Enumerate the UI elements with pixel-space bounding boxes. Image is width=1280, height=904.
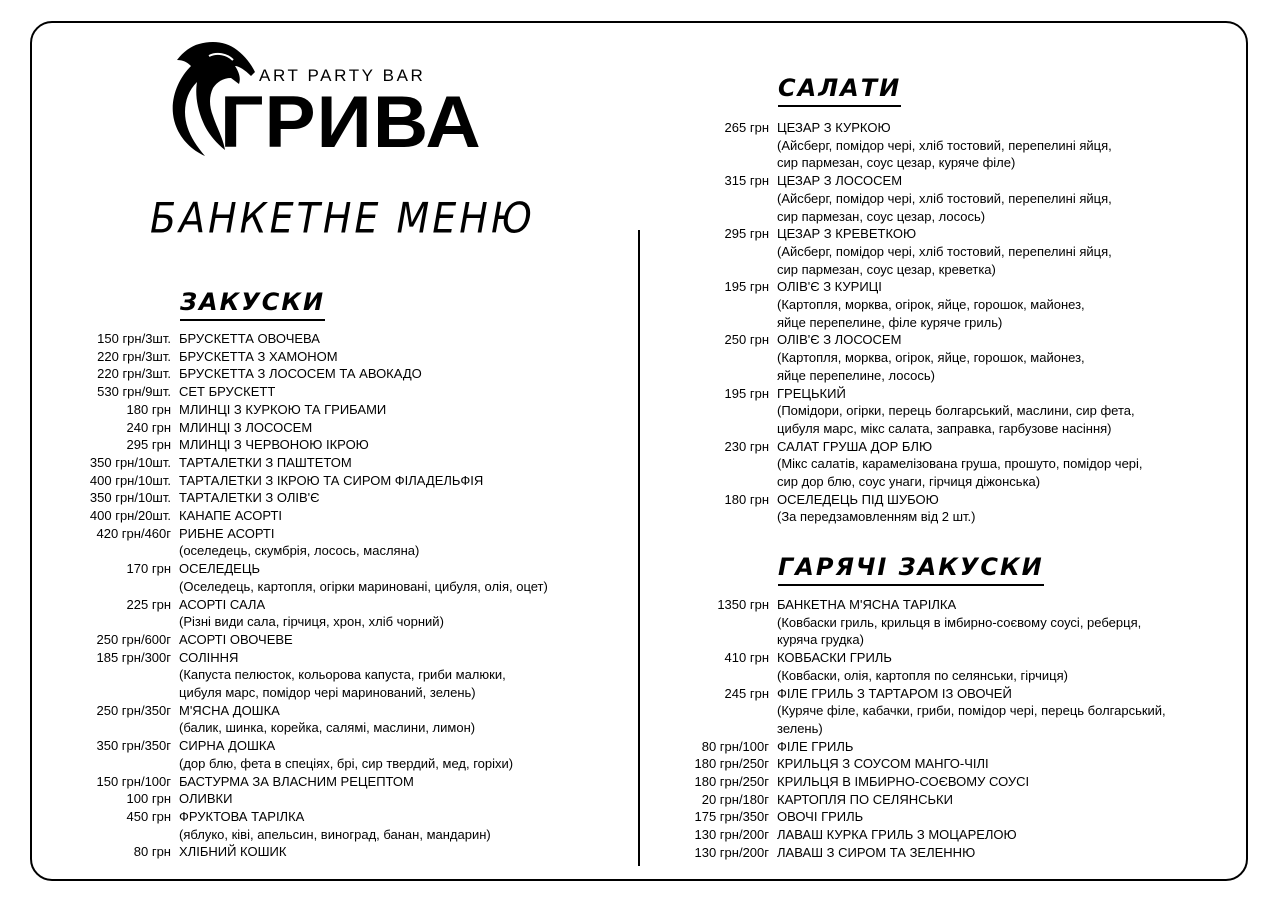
menu-item-name: сир пармезан, соус цезар, куряче філе) [777, 155, 1016, 171]
menu-item-price: 180 грн [724, 491, 769, 507]
menu-item-name: (Картопля, морква, огірок, яйце, горошок, майонез, [777, 350, 1085, 366]
menu-item-price: 80 грн/100г [701, 738, 769, 754]
menu-item-name: МЛИНЦІ З ЛОСОСЕМ [179, 419, 313, 435]
menu-item [640, 314, 1143, 332]
menu-item-price: 195 грн [724, 385, 769, 401]
menu-item [640, 791, 1166, 809]
menu-item-price: 400 грн/20шт. [89, 508, 171, 524]
menu-item-price: 350 грн/350г [96, 738, 171, 754]
menu-item-name: ЦЕЗАР З КУРКОЮ [777, 120, 891, 135]
menu-item-price: 220 грн/3шт. [97, 348, 171, 364]
menu-item [640, 385, 1143, 403]
menu-item [640, 614, 1166, 632]
hot-snacks-list [640, 596, 1166, 862]
menu-item [640, 190, 1143, 208]
menu-item-price: 250 грн [724, 332, 769, 348]
menu-item [40, 525, 548, 543]
logo-name: ГРИВА [220, 82, 482, 163]
menu-item-name: ГРЕЦЬКИЙ [777, 385, 846, 401]
menu-item [640, 367, 1143, 385]
menu-item-price [640, 261, 777, 279]
menu-item-name: ЦЕЗАР З ЛОСОСЕМ [777, 173, 903, 189]
page-title: БАНКЕТНЕ МЕНЮ [150, 193, 535, 243]
menu-item-name: ОЛІВ'Є З ЛОСОСЕМ [777, 332, 902, 348]
menu-item [640, 667, 1166, 685]
menu-item [640, 755, 1166, 773]
menu-item [640, 278, 1143, 296]
menu-item-name: ТАРТАЛЕТКИ З ПАШТЕТОМ [179, 454, 352, 470]
menu-item [640, 738, 1166, 756]
menu-item-name: сир дор блю, соус унаги, гірчиця діжонська) [777, 474, 1041, 490]
menu-item-name: БАНКЕТНА М'ЯСНА ТАРІЛКА [777, 597, 957, 612]
menu-item [40, 330, 548, 348]
menu-item-price [640, 508, 777, 526]
menu-item-name: (Різні види сала, гірчиця, хрон, хліб чорний) [179, 614, 444, 630]
menu-item-name: зелень) [777, 720, 823, 736]
menu-item-name: ОЛИВКИ [179, 791, 233, 807]
menu-item [40, 348, 548, 366]
menu-item-price [40, 613, 179, 631]
menu-item-price: 420 грн/460г [96, 525, 171, 541]
menu-item-price [640, 137, 777, 155]
menu-item-price [640, 190, 777, 208]
menu-item-name: (Мікс салатів, карамелізована груша, прошуто, помідор чері, [777, 456, 1143, 472]
menu-item-name: ТАРТАЛЕТКИ З ІКРОЮ ТА СИРОМ ФІЛАДЕЛЬФІЯ [179, 472, 484, 488]
menu-item-price: 265 грн [724, 120, 769, 135]
menu-item [40, 826, 548, 844]
menu-item [40, 684, 548, 702]
menu-item [40, 755, 548, 773]
menu-item-price: 100 грн [126, 791, 171, 807]
menu-item-name: БРУСКЕТТА З ЛОСОСЕМ ТА АВОКАДО [179, 366, 422, 382]
menu-item-name: КРИЛЬЦЯ В ІМБИРНО-СОЄВОМУ СОУСІ [777, 774, 1030, 790]
menu-item-price: 225 грн [126, 596, 171, 612]
menu-item [640, 331, 1143, 349]
menu-item-name: ТАРТАЛЕТКИ З ОЛІВ'Є [179, 490, 320, 506]
menu-item-price: 220 грн/3шт. [97, 366, 171, 382]
section-heading-snacks: ЗАКУСКИ [180, 288, 325, 321]
menu-item-name: сир пармезан, соус цезар, лосось) [777, 208, 986, 224]
menu-item [640, 826, 1166, 844]
menu-item [40, 401, 548, 419]
menu-item-name: КОВБАСКИ ГРИЛЬ [777, 650, 892, 666]
menu-item-price: 180 грн/250г [694, 774, 769, 790]
menu-item [40, 596, 548, 614]
menu-item-name: ХЛІБНИЙ КОШИК [179, 844, 287, 860]
menu-item [40, 773, 548, 791]
menu-item [640, 438, 1143, 456]
menu-item-price: 350 грн/10шт. [89, 490, 171, 506]
menu-item [640, 208, 1143, 226]
menu-item-price: 1350 грн [717, 597, 769, 612]
menu-item-name: (Айсберг, помідор чері, хліб тостовий, перепелині яйця, [777, 190, 1112, 206]
menu-item-price [640, 314, 777, 332]
menu-item [40, 472, 548, 490]
menu-item-name: ФРУКТОВА ТАРІЛКА [179, 808, 305, 824]
menu-item [640, 702, 1166, 720]
menu-item [40, 507, 548, 525]
menu-item-name: ЛАВАШ З СИРОМ ТА ЗЕЛЕННЮ [777, 844, 976, 860]
menu-item-price: 180 грн [126, 401, 171, 417]
menu-item-name: ФІЛЕ ГРИЛЬ З ТАРТАРОМ ІЗ ОВОЧЕЙ [777, 685, 1012, 701]
menu-item [40, 719, 548, 737]
section-heading-hot-snacks: ГАРЯЧІ ЗАКУСКИ [778, 553, 1044, 586]
menu-item-name: (балик, шинка, корейка, салямі, маслини, лимон) [179, 720, 476, 736]
menu-item-name: КРИЛЬЦЯ З СОУСОМ МАНГО-ЧІЛІ [777, 756, 989, 772]
menu-item-name: яйце перепелине, лосось) [777, 367, 935, 383]
menu-item [640, 473, 1143, 491]
menu-item-price [40, 542, 179, 560]
menu-item [40, 631, 548, 649]
menu-item-name: (Ковбаски, олія, картопля по селянськи, гірчиця) [777, 667, 1068, 683]
menu-item-price: 295 грн [126, 437, 171, 453]
menu-item-price [640, 208, 777, 226]
menu-item [40, 419, 548, 437]
menu-item-price: 400 грн/10шт. [89, 472, 171, 488]
menu-item [640, 844, 1166, 862]
menu-item [40, 790, 548, 808]
menu-item-price: 230 грн [724, 438, 769, 454]
menu-item-name: (Айсберг, помідор чері, хліб тостовий, перепелині яйця, [777, 137, 1112, 153]
menu-item [40, 365, 548, 383]
menu-item-name: (дор блю, фета в спеціях, брі, сир твердий, мед, горіхи) [179, 755, 514, 771]
menu-item-price: 240 грн [126, 419, 171, 435]
menu-item-name: М'ЯСНА ДОШКА [179, 702, 280, 718]
menu-item-price [640, 667, 777, 685]
menu-item-price [640, 702, 777, 720]
menu-item-price [640, 367, 777, 385]
menu-item [640, 455, 1143, 473]
menu-item-price [40, 719, 179, 737]
menu-item-price: 150 грн/3шт. [97, 331, 171, 346]
menu-item-price [40, 578, 179, 596]
menu-item-name: КАНАПЕ АСОРТІ [179, 508, 283, 524]
menu-item [640, 137, 1143, 155]
menu-item [640, 720, 1166, 738]
menu-item-name: (За передзамовленням від 2 шт.) [777, 509, 976, 525]
menu-item-price [640, 420, 777, 438]
menu-item-price: 450 грн [126, 808, 171, 824]
menu-item-price [640, 455, 777, 473]
menu-item [640, 261, 1143, 279]
menu-item [640, 420, 1143, 438]
menu-item-name: ФІЛЕ ГРИЛЬ [777, 738, 854, 754]
menu-item [640, 154, 1143, 172]
menu-item [40, 843, 548, 861]
menu-item-price: 130 грн/200г [694, 844, 769, 860]
menu-item-price: 250 грн/350г [96, 702, 171, 718]
menu-item-name: ОСЕЛЕДЕЦЬ [179, 561, 260, 577]
menu-item-price [40, 666, 179, 684]
menu-item-name: (Оселедець, картопля, огірки мариновані, цибуля, олія, оцет) [179, 578, 548, 594]
menu-item [40, 383, 548, 401]
menu-item-price: 410 грн [724, 650, 769, 666]
menu-item-price: 350 грн/10шт. [89, 454, 171, 470]
menu-item-price [640, 243, 777, 261]
menu-item [40, 436, 548, 454]
menu-item-name: РИБНЕ АСОРТІ [179, 525, 275, 541]
menu-item-name: (Куряче філе, кабачки, гриби, помідор чері, перець болгарський, [777, 703, 1166, 719]
menu-item [640, 225, 1143, 243]
menu-item-name: ОВОЧІ ГРИЛЬ [777, 809, 864, 825]
menu-item-name: сир пармезан, соус цезар, креветка) [777, 261, 996, 277]
menu-item [640, 808, 1166, 826]
menu-item-name: куряча грудка) [777, 632, 864, 648]
menu-item-name: цибуля марс, помідор чері маринований, зелень) [179, 685, 476, 701]
menu-item-price: 150 грн/100г [96, 773, 171, 789]
menu-item-price [640, 296, 777, 314]
salads-list [640, 119, 1143, 526]
menu-item-price [640, 402, 777, 420]
menu-item-price: 315 грн [724, 173, 769, 189]
menu-item-price [640, 631, 777, 649]
menu-item [640, 596, 1166, 614]
menu-item-price [40, 684, 179, 702]
menu-item-name: ЛАВАШ КУРКА ГРИЛЬ З МОЦАРЕЛОЮ [777, 827, 1017, 843]
menu-item-name: ОЛІВ'Є З КУРИЦІ [777, 279, 882, 295]
menu-item-name: яйце перепелине, філе куряче гриль) [777, 314, 1003, 330]
menu-item-price: 245 грн [724, 685, 769, 701]
menu-item-price [40, 755, 179, 773]
menu-item [40, 489, 548, 507]
menu-item [640, 649, 1166, 667]
menu-item-price: 250 грн/600г [96, 631, 171, 647]
menu-item-name: МЛИНЦІ З КУРКОЮ ТА ГРИБАМИ [179, 401, 387, 417]
menu-item [640, 172, 1143, 190]
menu-item [40, 808, 548, 826]
menu-item-price: 185 грн/300г [96, 649, 171, 665]
menu-item [40, 613, 548, 631]
menu-item-name: БАСТУРМА ЗА ВЛАСНИМ РЕЦЕПТОМ [179, 773, 414, 789]
menu-item-name: БРУСКЕТТА ОВОЧЕВА [179, 331, 320, 346]
menu-item-name: ОСЕЛЕДЕЦЬ ПІД ШУБОЮ [777, 491, 939, 507]
logo-tagline: ART PARTY BAR [259, 66, 426, 85]
menu-item-name: САЛАТ ГРУША ДОР БЛЮ [777, 438, 933, 454]
menu-item-name: СОЛІННЯ [179, 649, 239, 665]
menu-item [40, 542, 548, 560]
section-heading-salads: САЛАТИ [778, 74, 901, 107]
menu-item-price: 170 грн [126, 561, 171, 577]
menu-item-name: СИРНА ДОШКА [179, 738, 276, 754]
menu-item [640, 243, 1143, 261]
logo [165, 38, 485, 163]
menu-item-name: (оселедець, скумбрія, лосось, масляна) [179, 543, 420, 559]
menu-item-price: 20 грн/180г [701, 791, 769, 807]
menu-item-price: 175 грн/350г [694, 809, 769, 825]
menu-item-price: 195 грн [724, 279, 769, 295]
menu-item [640, 631, 1166, 649]
menu-item [640, 685, 1166, 703]
menu-item-name: СЕТ БРУСКЕТТ [179, 384, 276, 400]
menu-item-name: АСОРТІ САЛА [179, 596, 266, 612]
menu-item-name: цибуля марс, мікс салата, заправка, гарбузове насіння) [777, 420, 1112, 436]
menu-item [40, 560, 548, 578]
menu-item-name: (Ковбаски гриль, крильця в імбирно-соєвому соусі, реберця, [777, 614, 1142, 630]
menu-item-name: (Айсберг, помідор чері, хліб тостовий, перепелині яйця, [777, 243, 1112, 259]
menu-item [640, 119, 1143, 137]
menu-item-price [640, 473, 777, 491]
snacks-list [40, 330, 548, 861]
menu-item [40, 702, 548, 720]
menu-item-price [640, 349, 777, 367]
menu-item [40, 649, 548, 667]
menu-item-price: 80 грн [133, 844, 171, 860]
menu-item-price: 295 грн [724, 226, 769, 242]
menu-item-price: 530 грн/9шт. [97, 384, 171, 400]
menu-item-name: КАРТОПЛЯ ПО СЕЛЯНСЬКИ [777, 791, 953, 807]
menu-item-price [640, 154, 777, 172]
menu-item [640, 508, 1143, 526]
menu-item-name: ЦЕЗАР З КРЕВЕТКОЮ [777, 226, 917, 242]
menu-item-name: БРУСКЕТТА З ХАМОНОМ [179, 348, 338, 364]
menu-item-price: 180 грн/250г [694, 756, 769, 772]
menu-item [640, 349, 1143, 367]
menu-item [40, 666, 548, 684]
menu-item [640, 491, 1143, 509]
menu-item-name: МЛИНЦІ З ЧЕРВОНОЮ ІКРОЮ [179, 437, 369, 453]
menu-item-name: (Картопля, морква, огірок, яйце, горошок, майонез, [777, 297, 1085, 313]
menu-item-name: (Помідори, огірки, перець болгарський, маслини, сир фета, [777, 403, 1135, 419]
menu-item [40, 454, 548, 472]
menu-item-name: (яблуко, ківі, апельсин, виноград, банан, мандарин) [179, 826, 491, 842]
menu-item-name: АСОРТІ ОВОЧЕВЕ [179, 631, 293, 647]
menu-item-price [40, 826, 179, 844]
menu-item [640, 296, 1143, 314]
menu-item [40, 737, 548, 755]
menu-item [640, 773, 1166, 791]
menu-item-name: (Капуста пелюсток, кольорова капуста, гриби малюки, [179, 667, 506, 683]
menu-item [640, 402, 1143, 420]
menu-item-price [640, 614, 777, 632]
menu-item [40, 578, 548, 596]
menu-item-price: 130 грн/200г [694, 827, 769, 843]
menu-item-price [640, 720, 777, 738]
